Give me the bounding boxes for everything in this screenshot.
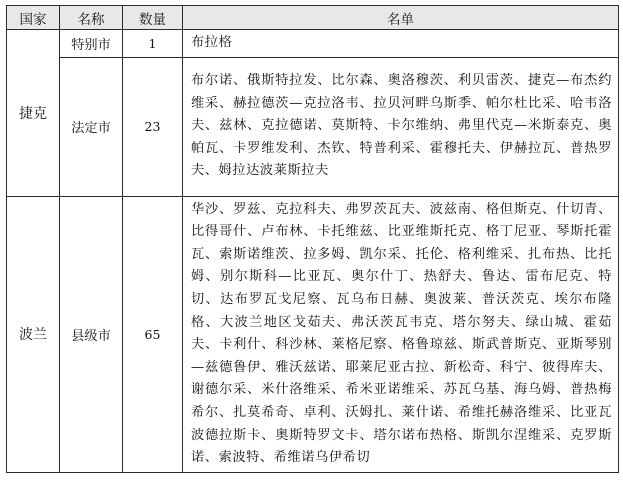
names-cell: 布拉格 <box>183 30 619 58</box>
names-cell: 华沙、罗兹、克拉科夫、弗罗茨瓦夫、波兹南、格但斯克、什切青、比得哥什、卢布林、卡托维兹、比亚维斯托克、格丁尼亚、琴斯托霍瓦、索斯诺维茨、拉多姆、凯尔采、托伦、格利维采、扎布热、比托姆、别尔斯科—比亚瓦、奥尔什丁、热舒夫、鲁达、雷布尼克、特切、达布罗瓦戈尼察、瓦乌布日赫、奥波莱、普沃茨克、埃尔布隆格、大波兰地区戈茹夫、弗沃茨瓦韦克、塔尔努夫、绿山城、霍茹夫、卡利什、科沙林、莱格尼察、格鲁琼兹、斯武普斯克、亚斯琴别—兹德鲁伊、雅沃兹诺、耶莱尼亚古拉、新松奇、科宁、彼得库夫、谢德尔采、米什洛维采、希米亚诺维采、苏瓦乌基、海乌姆、普热梅希尔、扎莫希奇、卓利、沃姆扎、莱什诺、希维托赫洛维采、比亚瓦波德拉斯卡、奥斯特罗文卡、塔尔诺布热格、斯凯尔涅维采、克罗斯诺、索波特、希维诺乌伊希切 <box>183 196 619 472</box>
category-cell: 特别市 <box>60 30 123 58</box>
header-category: 名称 <box>60 6 123 30</box>
header-country: 国家 <box>7 6 60 30</box>
country-cell-poland: 波兰 <box>7 196 60 472</box>
table-header-row <box>7 6 619 30</box>
table-row <box>7 57 619 196</box>
header-list: 名单 <box>183 6 619 30</box>
table-row <box>7 196 619 472</box>
category-cell: 县级市 <box>60 196 123 472</box>
names-cell: 布尔诺、俄斯特拉发、比尔森、奥洛穆茨、利贝雷茨、捷克—布杰约维采、赫拉德茨—克拉洛韦、拉贝河畔乌斯季、帕尔杜比采、哈韦洛夫、兹林、克拉德诺、莫斯特、卡尔维纳、弗里代克—米斯泰克、奥帕瓦、卡罗维发利、杰钦、特普利采、霍穆托夫、伊赫拉瓦、普热罗夫、姆拉达波莱斯拉夫 <box>183 57 619 196</box>
count-cell: 1 <box>123 30 183 58</box>
category-cell: 法定市 <box>60 57 123 196</box>
table-row <box>7 30 619 58</box>
country-cell-czech: 捷克 <box>7 30 60 197</box>
header-count: 数量 <box>123 6 183 30</box>
count-cell: 65 <box>123 196 183 472</box>
city-list-table <box>6 5 619 473</box>
count-cell: 23 <box>123 57 183 196</box>
